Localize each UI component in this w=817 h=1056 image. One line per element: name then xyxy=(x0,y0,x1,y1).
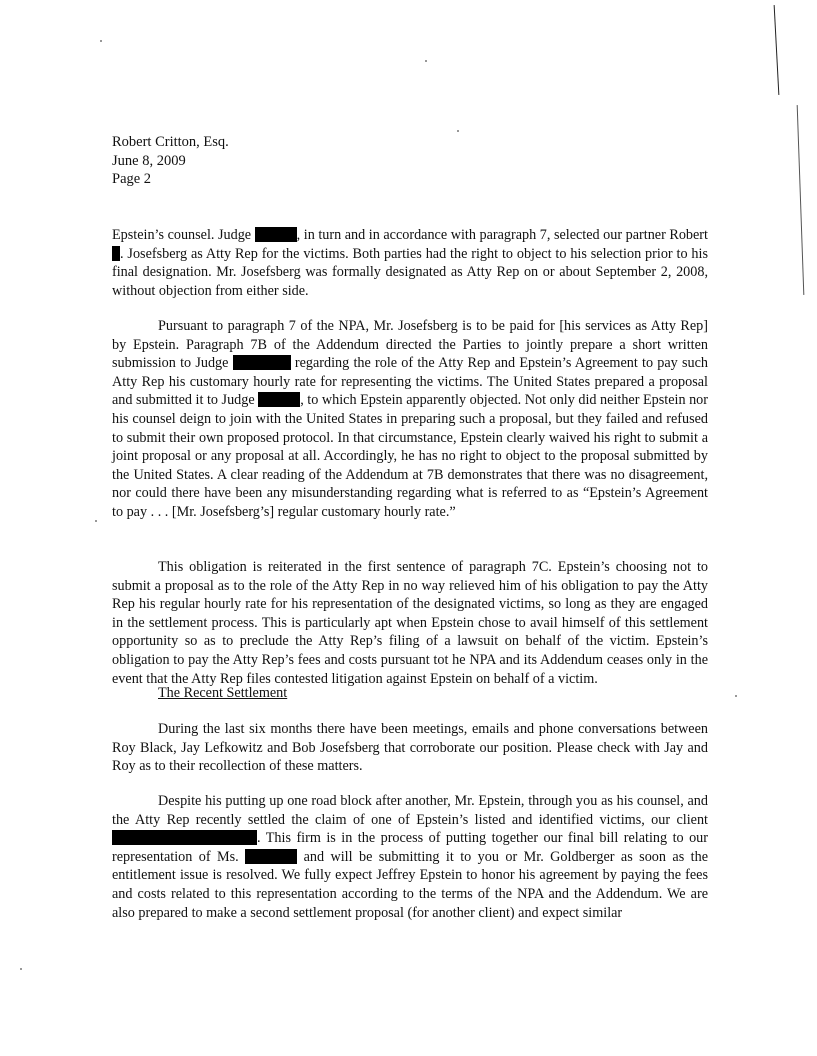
paragraph-4: During the last six months there have been meetings, emails and phone conversations between Roy Black, Jay Lefkowitz and Bob Josefsberg that corroborate our position. Please check with Jay and Roy as to their recollection of these matters. xyxy=(112,721,708,775)
recipient-name: Robert Critton, Esq. xyxy=(112,134,229,150)
scan-edge-line xyxy=(774,5,780,95)
paragraph-1 xyxy=(112,226,708,300)
redaction-box xyxy=(255,227,297,242)
paragraph-5-part-a: Despite his putting up one road block after another, Mr. Epstein, through you as his counsel, and the Atty Rep recently settled the claim of one of Epstein’s listed and identified victims, our client xyxy=(112,793,708,828)
paragraph-3: This obligation is reiterated in the first sentence of paragraph 7C. Epstein’s choosing not to submit a proposal as to the role of the Atty Rep in no way relieved him of his obligation to pay the Atty Rep his regular hourly rate for his representation of the designated victims, so long as they are engaged in the settlement process. This is particularly apt when Epstein chose to avail himself of this settlement opportunity so as to preclude the Atty Rep’s filing of a lawsuit on behalf of the victim. Epstein’s obligation to pay the Atty Rep’s fees and costs pursuant tot he NPA and its Addendum ceases only in the event that the Atty Rep files contested litigation against Epstein on behalf of a victim. xyxy=(112,559,708,687)
scan-speck xyxy=(425,60,427,62)
paragraph-5 xyxy=(112,792,708,922)
paragraph-2 xyxy=(112,317,708,522)
page-number: Page 2 xyxy=(112,171,152,187)
redaction-box xyxy=(112,830,257,845)
scan-speck xyxy=(100,40,102,42)
scan-speck xyxy=(20,968,22,970)
paragraph-2-part-b: regarding the role of the Atty Rep and Epstein’s Agreement to pay such Atty Rep his customary hourly rate for representing the victims. The United States prepared a proposal and submitted it to Judge xyxy=(112,355,708,409)
paragraph-1-part-b: , in turn and in accordance with paragraph 7, selected our partner Robert xyxy=(296,227,708,243)
redaction-box xyxy=(245,849,297,864)
letter-header xyxy=(112,133,229,189)
paragraph-5-part-b: . This firm is in the process of putting together our final bill relating to our representation of Ms. xyxy=(112,830,708,865)
scan-speck xyxy=(457,130,459,132)
scan-speck xyxy=(95,520,97,522)
scan-edge-line-lower xyxy=(797,105,805,295)
paragraph-2-part-a: Pursuant to paragraph 7 of the NPA, Mr. Josefsberg is to be paid for [his services as Atty Rep] by Epstein. Paragraph 7B of the Addendum directed the Parties to jointly prepare a short written submission to Judge xyxy=(112,318,708,372)
paragraph-1-part-a: Epstein’s counsel. Judge xyxy=(112,227,255,243)
section-heading: The Recent Settlement xyxy=(158,685,288,701)
redaction-box xyxy=(233,355,291,370)
redaction-box xyxy=(112,246,120,261)
paragraph-5-part-c: and will be submitting it to you or Mr. Goldberger as soon as the entitlement issue is resolved. We fully expect Jeffrey Epstein to honor his agreement by paying the fees and costs related to this representation according to the terms of the NPA and the Addendum. We are also prepared to make a second settlement proposal (for another client) and expect similar xyxy=(112,848,708,921)
letter-date: June 8, 2009 xyxy=(112,152,186,169)
scan-speck xyxy=(735,695,737,697)
paragraph-2-part-c: , to which Epstein apparently objected. Not only did neither Epstein nor his counsel deign to join with the United States in preparing such a proposal, but they failed and refused to submit their own proposed protocol. In that circumstance, Epstein clearly waived his right to submit a joint proposal or any proposal at all. Accordingly, he has no right to object to the proposal submitted by the United States. A clear reading of the Addendum at 7B demonstrates that there was no disagreement, nor could there have been any misunderstanding regarding what is referred to as “Epstein’s Agreement to pay . . . [Mr. Josefsberg’s] regular customary hourly rate.” xyxy=(112,392,708,520)
paragraph-1-part-c: . Josefsberg as Atty Rep for the victims. Both parties had the right to object to his selection prior to his final designation. Mr. Josefsberg was formally designated as Atty Rep on or about September 2, 2008, without objection from either side. xyxy=(112,245,708,299)
redaction-box xyxy=(258,392,300,407)
